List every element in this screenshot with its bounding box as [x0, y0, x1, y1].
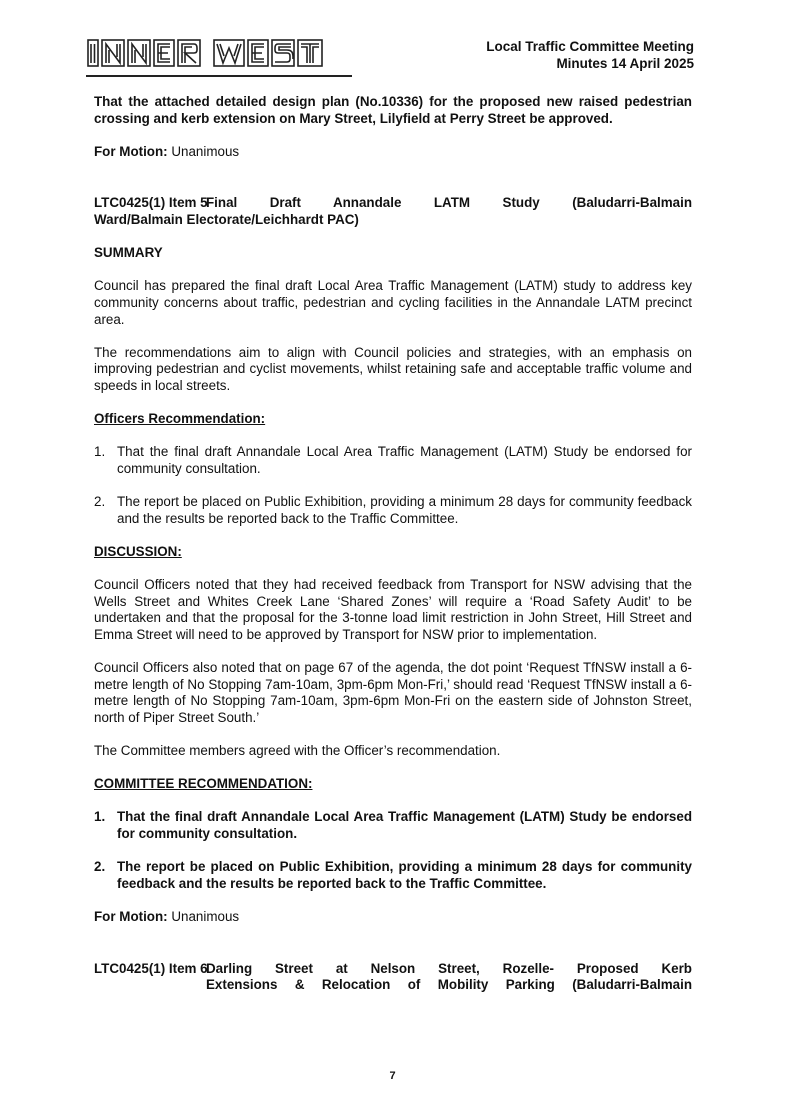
officers-recommendation-heading: Officers Recommendation:: [94, 411, 266, 427]
inner-west-logo: [86, 36, 338, 70]
list-text: That the final draft Annandale Local Area Traffic Management (LATM) Study be endorsed for community consultation.: [117, 444, 692, 476]
item-title-line2: Extensions & Relocation of Mobility Parking (Baludarri-Balmain: [206, 977, 692, 993]
resolution-text: That the attached detailed design plan (No.10336) for the proposed new raised pedestrian crossing and kerb extension on Mary Street, Lilyfield at Perry Street be approved.: [94, 94, 692, 126]
list-number: 1.: [94, 809, 106, 825]
page-number: 7: [389, 1070, 396, 1082]
meeting-title-line1: Local Traffic Committee Meeting: [486, 39, 694, 54]
summary-paragraph-1: Council has prepared the final draft Local Area Traffic Management (LATM) study to address key community concerns about traffic, pedestrian and cycling facilities in the Annandale LATM precinct area.: [94, 278, 692, 327]
item-6-heading-cont: [94, 977, 692, 994]
meeting-date: Minutes 14 April 2025: [556, 56, 694, 71]
item-5-heading: [94, 195, 692, 212]
summary-paragraph-2: The recommendations aim to align with Council policies and strategies, with an emphasis on improving pedestrian and cyclist movements, whilst retaining safe and acceptable traffic volume and speeds in local streets.: [94, 344, 692, 393]
header-divider: [86, 75, 352, 77]
item-code: LTC0425(1) Item 5: [94, 195, 208, 211]
motion-label: For Motion:: [94, 908, 168, 924]
motion-value: Unanimous: [171, 908, 240, 924]
list-text: The report be placed on Public Exhibition, providing a minimum 28 days for community feedback and the results be reported back to the Traffic Committee.: [117, 859, 692, 891]
officers-item-1: [94, 444, 692, 477]
list-number: 2.: [94, 859, 106, 875]
item-6-heading: [94, 961, 692, 978]
discussion-paragraph-2: Council Officers also noted that on page 67 of the agenda, the dot point ‘Request TfNSW install a 6-metre length of No Stopping 7am-10am, 3pm-6pm Mon-Fri,’ should read ‘Request TfNSW install a 6-metre length of No Stopping 7am-10am, 3pm-6pm Mon-Fri on the eastern side of Johnston Street, north of Piper Street South.’: [94, 660, 692, 725]
list-text: That the final draft Annandale Local Area Traffic Management (LATM) Study be endorsed for community consultation.: [117, 809, 692, 841]
committee-recommendation-heading: COMMITTEE RECOMMENDATION:: [94, 776, 313, 792]
motion-line: [94, 909, 692, 926]
list-number: 2.: [94, 494, 106, 510]
item-title-line2: Ward/Balmain Electorate/Leichhardt PAC): [94, 211, 359, 227]
committee-item-1: [94, 809, 692, 842]
committee-item-2: [94, 859, 692, 892]
officers-item-2: [94, 494, 692, 527]
document-body: [94, 94, 692, 994]
motion-value: Unanimous: [171, 143, 240, 159]
item-title-line1: Final Draft Annandale LATM Study (Baludarri-Balmain: [206, 195, 692, 211]
discussion-heading: DISCUSSION:: [94, 543, 182, 559]
meeting-title: [486, 38, 694, 72]
discussion-paragraph-3: The Committee members agreed with the Officer’s recommendation.: [94, 742, 501, 758]
page-header: [86, 34, 694, 78]
item-code: LTC0425(1) Item 6: [94, 960, 208, 976]
motion-label: For Motion:: [94, 143, 168, 159]
item-title-line1: Darling Street at Nelson Street, Rozelle- Proposed Kerb: [206, 960, 692, 976]
summary-heading: SUMMARY: [94, 245, 163, 261]
motion-line: [94, 144, 692, 161]
list-text: The report be placed on Public Exhibition, providing a minimum 28 days for community feedback and the results be reported back to the Traffic Committee.: [117, 494, 692, 526]
list-number: 1.: [94, 444, 106, 460]
discussion-paragraph-1: Council Officers noted that they had received feedback from Transport for NSW advising that the Wells Street and Whites Creek Lane ‘Shared Zones’ will require a ‘Road Safety Audit’ to be undertaken and that the proposal for the 3-tonne load limit restriction in John Street, Hill Street and Emma Street will need to be approved by Transport for NSW prior to implementation.: [94, 577, 692, 642]
